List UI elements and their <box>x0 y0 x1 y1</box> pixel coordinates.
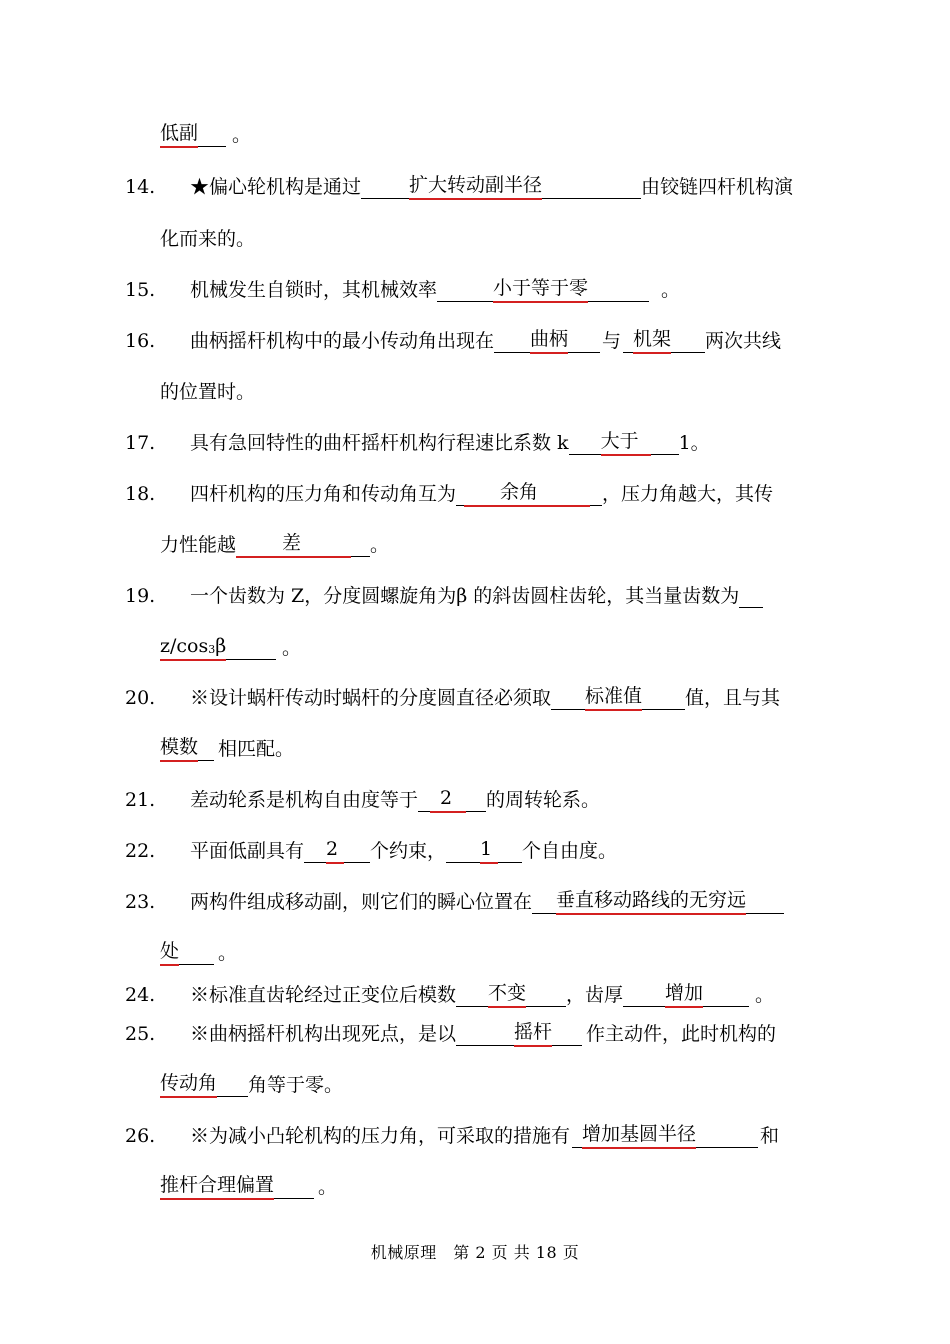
answer: 模数 <box>160 734 198 762</box>
question-text: 两构件组成移动副，则它们的瞬心位置在 <box>190 891 533 913</box>
question-number: 24. <box>125 984 156 1006</box>
question-number: 14. <box>125 176 156 198</box>
blank <box>456 1019 582 1046</box>
question-text: ※设计蜗杆传动时蜗杆的分度圆直径必须取 <box>190 687 552 709</box>
blank <box>160 734 214 761</box>
blank <box>456 479 602 506</box>
question-text: ※标准直齿轮经过正变位后模数 <box>190 984 457 1006</box>
question-number: 25. <box>125 1023 156 1045</box>
question-text: 四杆机构的压力角和传动角互为 <box>190 483 457 505</box>
question-number: 19. <box>125 585 156 607</box>
blank <box>160 938 214 965</box>
blank <box>446 836 522 863</box>
answer: 2 <box>430 785 466 813</box>
blank <box>551 683 685 710</box>
question-text: 与 <box>602 330 622 352</box>
blank <box>739 581 763 608</box>
question-text: 化而来的。 <box>160 228 256 250</box>
answer: 标准值 <box>585 683 642 711</box>
answer: 大于 <box>601 428 651 456</box>
blank <box>437 275 649 302</box>
question-number: 15. <box>125 279 156 301</box>
question-text: 个自由度。 <box>522 840 618 862</box>
question-text: 。 <box>318 1176 338 1198</box>
answer: 垂直移动路线的无穷远 <box>556 887 746 915</box>
question-number: 23. <box>125 891 156 913</box>
blank <box>623 326 705 353</box>
question-text: 值，且与其 <box>685 687 781 709</box>
question-text: ，压力角越大，其传 <box>602 483 774 505</box>
blank <box>236 530 370 557</box>
question-text: 作主动件，此时机构的 <box>586 1023 777 1045</box>
blank <box>623 980 749 1007</box>
question-text: ★偏心轮机构是通过 <box>190 176 362 198</box>
question-text: 力性能越 <box>160 534 237 556</box>
answer: 传动角 <box>160 1070 217 1098</box>
answer: 不变 <box>488 980 526 1008</box>
answer-part: z/cos <box>160 635 209 657</box>
page-footer: 机械原理 第 2 页 共 18 页 <box>370 1243 580 1262</box>
answer: 增加基圆半径 <box>582 1121 696 1149</box>
blank <box>456 980 566 1007</box>
question-text: 两次共线 <box>705 330 782 352</box>
answer: 处 <box>160 938 179 966</box>
answer: 小于等于零 <box>493 275 588 303</box>
answer: 1 <box>480 836 498 864</box>
question-text: 具有急回特性的曲杆摇杆机构行程速比系数 k <box>190 432 569 454</box>
question-text: 个约束， <box>370 840 447 862</box>
question-text: ，齿厚 <box>566 984 624 1006</box>
question-text: 的位置时。 <box>160 381 256 403</box>
blank <box>304 836 370 863</box>
question-number: 18. <box>125 483 156 505</box>
question-text: 平面低副具有 <box>190 840 305 862</box>
question-text: 相匹配。 <box>218 738 295 760</box>
blank <box>569 428 679 455</box>
question-text: 差动轮系是机构自由度等于 <box>190 789 419 811</box>
answer: 摇杆 <box>514 1019 552 1047</box>
answer-part: β <box>215 635 227 657</box>
question-number: 26. <box>125 1125 156 1147</box>
question-text: 1。 <box>678 432 710 454</box>
question-text: 由铰链四杆机构演 <box>641 176 794 198</box>
question-text: 。 <box>218 942 238 964</box>
question-text: 的周转轮系。 <box>486 789 601 811</box>
answer: 差 <box>236 530 351 558</box>
answer: 2 <box>326 836 344 864</box>
blank <box>160 1172 314 1199</box>
question-text: ※为减小凸轮机构的压力角，可采取的措施有 <box>190 1125 571 1147</box>
answer <box>160 633 226 661</box>
question-number: 20. <box>125 687 156 709</box>
question-text: 。 <box>282 637 302 659</box>
text: 。 <box>232 124 252 146</box>
question-text: ※曲柄摇杆机构出现死点，是以 <box>190 1023 457 1045</box>
blank <box>361 172 641 199</box>
question-text: 。 <box>661 279 681 301</box>
question-text: 曲柄摇杆机构中的最小传动角出现在 <box>190 330 495 352</box>
question-number: 21. <box>125 789 156 811</box>
blank <box>160 120 226 147</box>
answer: 推杆合理偏置 <box>160 1172 274 1200</box>
answer: 增加 <box>665 980 703 1008</box>
question-number: 22. <box>125 840 156 862</box>
question-text: 机械发生自锁时，其机械效率 <box>190 279 438 301</box>
blank <box>160 1070 248 1097</box>
answer: 低副 <box>160 120 198 148</box>
answer: 机架 <box>633 326 671 354</box>
question-text: 。 <box>755 984 775 1006</box>
blank <box>160 633 276 660</box>
question-text: 一个齿数为 Z，分度圆螺旋角为β 的斜齿圆柱齿轮，其当量齿数为 <box>190 585 740 607</box>
question-text: 。 <box>370 534 390 556</box>
question-text: 角等于零。 <box>248 1074 344 1096</box>
blank <box>494 326 600 353</box>
answer: 余角 <box>464 479 590 507</box>
blank <box>532 887 784 914</box>
question-number: 17. <box>125 432 156 454</box>
answer: 曲柄 <box>530 326 568 354</box>
question-number: 16. <box>125 330 156 352</box>
blank <box>418 785 486 812</box>
blank <box>572 1121 758 1148</box>
answer: 扩大转动副半径 <box>409 172 542 200</box>
question-text: 和 <box>760 1125 780 1147</box>
answer-superscript: 3 <box>208 643 216 656</box>
